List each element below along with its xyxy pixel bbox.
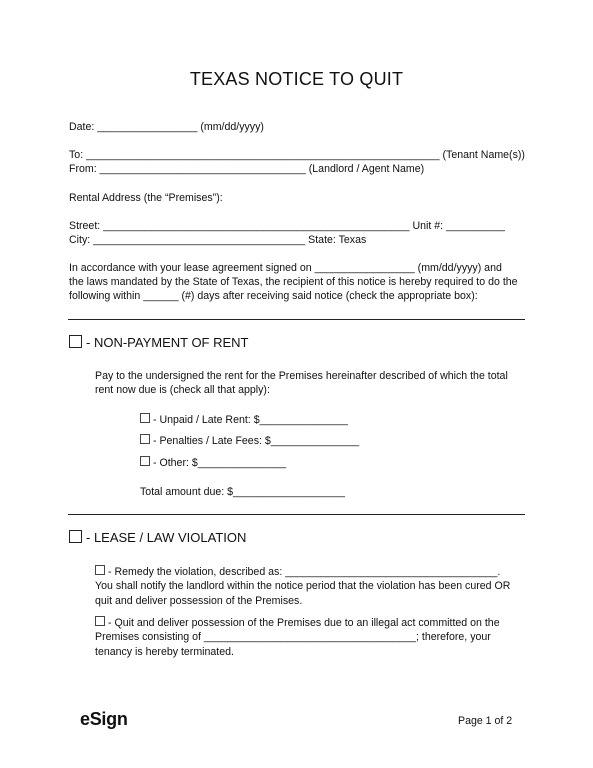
city-line: City: ____________________________________ State: Texas: [69, 234, 367, 246]
esign-logo: eSign: [80, 709, 128, 729]
remedy-checkbox[interactable]: [95, 565, 105, 575]
document-title: TEXAS NOTICE TO QUIT: [189, 69, 404, 89]
rental-address-label: Rental Address (the “Premises”):: [69, 192, 223, 204]
date-line: Date: _________________ (mm/dd/yyyy): [69, 121, 264, 133]
non-payment-checkbox[interactable]: [69, 335, 82, 348]
intro-line-2: the laws mandated by the State of Texas, the recipient of this notice is hereby required to do the: [69, 276, 518, 288]
divider: [68, 514, 525, 515]
quit-option-line-2: Premises consisting of ____________________________________; therefore, your: [95, 631, 491, 643]
other-label: - Other: $_______________: [153, 457, 287, 469]
section1-heading: [69, 335, 249, 351]
total-amount-line: Total amount due: $___________________: [140, 486, 345, 498]
section2-heading: [69, 530, 246, 546]
page-number: Page 1 of 2: [458, 715, 513, 727]
remedy-label: - Remedy the violation, described as: ____________________________________.: [108, 566, 501, 578]
intro-line-1: In accordance with your lease agreement signed on _________________ (mm/dd/yyyy) and: [69, 262, 502, 274]
unpaid-rent-label: - Unpaid / Late Rent: $_______________: [153, 414, 348, 426]
lease-violation-checkbox[interactable]: [69, 530, 82, 543]
to-line: To: ____________________________________________________________ (Tenant Name(s)): [69, 149, 525, 161]
from-line: From: ___________________________________ (Landlord / Agent Name): [69, 163, 425, 175]
quit-option-line-1: [95, 616, 500, 630]
remedy-option-line-3: quit and deliver possession of the Premises.: [95, 595, 303, 607]
section1-body-line-1: Pay to the undersigned the rent for the Premises hereinafter described of which the total: [95, 370, 508, 382]
other-item: [140, 456, 286, 470]
late-fees-item: [140, 434, 359, 448]
other-checkbox[interactable]: [140, 456, 150, 466]
section1-heading-label: - NON-PAYMENT OF RENT: [86, 335, 249, 350]
quit-label: - Quit and deliver possession of the Premises due to an illegal act committed on the: [108, 617, 500, 629]
unpaid-rent-item: [140, 413, 348, 427]
remedy-option-line-2: You shall notify the landlord within the notice period that the violation has been cured OR: [95, 580, 511, 592]
late-fees-checkbox[interactable]: [140, 434, 150, 444]
remedy-option-line-1: [95, 565, 500, 579]
quit-checkbox[interactable]: [95, 616, 105, 626]
section2-heading-label: - LEASE / LAW VIOLATION: [86, 530, 247, 545]
section1-body-line-2: rent now due is (check all that apply):: [95, 384, 270, 396]
late-fees-label: - Penalties / Late Fees: $_______________: [153, 435, 360, 447]
intro-line-3: following within ______ (#) days after receiving said notice (check the appropriate box):: [69, 290, 478, 302]
unpaid-rent-checkbox[interactable]: [140, 413, 150, 423]
street-line: Street: ____________________________________________________ Unit #: __________: [69, 220, 505, 232]
divider: [68, 319, 525, 320]
quit-option-line-3: tenancy is hereby terminated.: [95, 646, 234, 658]
